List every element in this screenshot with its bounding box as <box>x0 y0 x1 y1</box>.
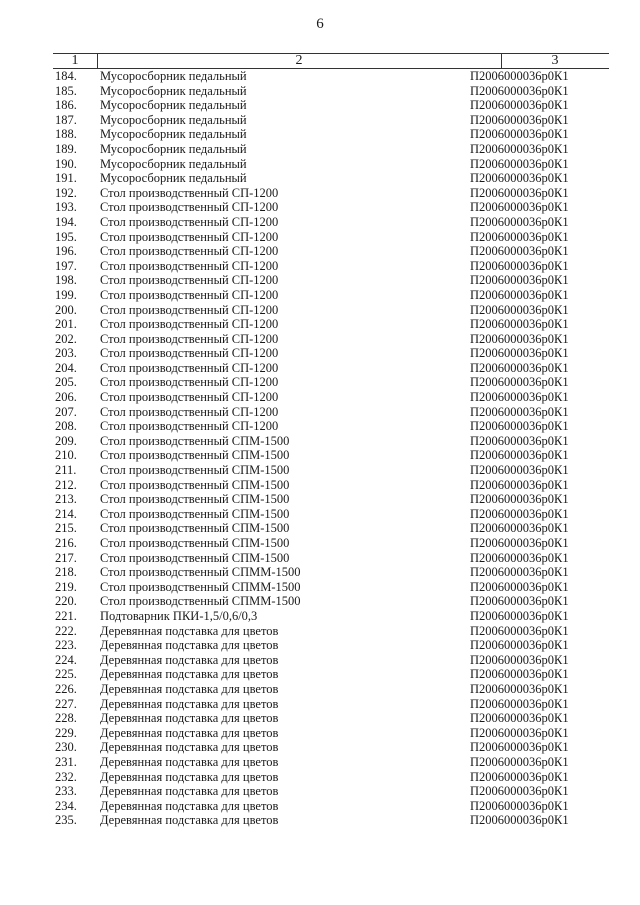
table-row <box>53 361 609 376</box>
row-item-name: Мусоросборник педальный <box>100 156 247 171</box>
table-row <box>53 273 609 288</box>
row-item-name: Деревянная подставка для цветов <box>100 725 279 740</box>
row-item-code: П2006000036р0К1 <box>470 258 569 273</box>
header-col-1: 1 <box>71 53 79 68</box>
row-item-name: Мусоросборник педальный <box>100 83 247 98</box>
table-row <box>53 653 609 668</box>
row-item-code: П2006000036р0К1 <box>470 536 569 550</box>
row-number: 190. <box>55 156 77 171</box>
table-row <box>53 259 609 274</box>
row-item-code: П2006000036р0К1 <box>470 141 569 156</box>
row-number: 198. <box>55 273 77 288</box>
table-row <box>53 215 609 230</box>
row-number: 209. <box>55 433 77 448</box>
row-number: 201. <box>55 317 77 332</box>
row-number: 191. <box>55 171 77 186</box>
row-item-code: П2006000036р0К1 <box>470 229 569 244</box>
row-item-code: П2006000036р0К1 <box>470 375 569 390</box>
row-item-name: Мусоросборник педальный <box>100 112 247 127</box>
row-item-name: Деревянная подставка для цветов <box>100 798 279 813</box>
row-item-name: Стол производственный СПМ-1500 <box>100 521 290 536</box>
row-item-name: Стол производственный СПМ-1500 <box>100 536 290 550</box>
row-number: 228. <box>55 711 77 726</box>
table-row <box>53 171 609 186</box>
header-col-2: 2 <box>295 53 303 68</box>
row-number: 193. <box>55 200 77 215</box>
row-item-code: П2006000036р0К1 <box>470 740 569 755</box>
table-row <box>53 536 609 551</box>
table-row <box>53 507 609 522</box>
table-row <box>53 303 609 318</box>
table-row <box>53 594 609 609</box>
table-row <box>53 69 609 84</box>
table-row <box>53 492 609 507</box>
row-number: 233. <box>55 784 77 799</box>
row-item-name: Стол производственный СПММ-1500 <box>100 579 301 594</box>
row-number: 205. <box>55 375 77 390</box>
row-item-code: П2006000036р0К1 <box>470 317 569 332</box>
row-item-code: П2006000036р0К1 <box>470 69 569 83</box>
row-item-name: Стол производственный СП-1200 <box>100 258 279 273</box>
row-item-name: Деревянная подставка для цветов <box>100 784 279 799</box>
table-row <box>53 419 609 434</box>
table-row <box>53 200 609 215</box>
row-number: 184. <box>55 69 77 83</box>
row-item-code: П2006000036р0К1 <box>470 244 569 259</box>
row-item-code: П2006000036р0К1 <box>470 696 569 711</box>
row-item-code: П2006000036р0К1 <box>470 681 569 696</box>
table-row <box>53 332 609 347</box>
row-item-name: Деревянная подставка для цветов <box>100 667 279 682</box>
row-number: 208. <box>55 419 77 434</box>
table-row <box>53 565 609 580</box>
row-item-name: Стол производственный СП-1200 <box>100 273 279 288</box>
row-number: 227. <box>55 696 77 711</box>
row-item-name: Деревянная подставка для цветов <box>100 740 279 755</box>
row-item-code: П2006000036р0К1 <box>470 433 569 448</box>
row-item-code: П2006000036р0К1 <box>470 419 569 434</box>
row-item-name: Деревянная подставка для цветов <box>100 652 279 667</box>
row-item-code: П2006000036р0К1 <box>470 156 569 171</box>
row-number: 214. <box>55 506 77 521</box>
table-row <box>53 580 609 595</box>
row-item-code: П2006000036р0К1 <box>470 127 569 142</box>
row-item-code: П2006000036р0К1 <box>470 346 569 361</box>
row-item-code: П2006000036р0К1 <box>470 112 569 127</box>
table-row <box>53 609 609 624</box>
row-number: 224. <box>55 652 77 667</box>
row-number: 194. <box>55 214 77 229</box>
row-item-code: П2006000036р0К1 <box>470 608 569 623</box>
row-item-name: Стол производственный СП-1200 <box>100 331 279 346</box>
row-item-name: Стол производственный СП-1200 <box>100 346 279 361</box>
row-item-name: Деревянная подставка для цветов <box>100 681 279 696</box>
row-number: 217. <box>55 550 77 565</box>
row-number: 207. <box>55 404 77 419</box>
row-number: 220. <box>55 594 77 609</box>
row-item-code: П2006000036р0К1 <box>470 711 569 726</box>
row-item-code: П2006000036р0К1 <box>470 463 569 478</box>
table-row <box>53 127 609 142</box>
row-item-name: Стол производственный СП-1200 <box>100 375 279 390</box>
row-item-name: Мусоросборник педальный <box>100 98 247 113</box>
row-item-name: Стол производственный СП-1200 <box>100 214 279 229</box>
row-number: 186. <box>55 98 77 113</box>
table-row <box>53 784 609 799</box>
row-item-code: П2006000036р0К1 <box>470 798 569 813</box>
row-item-code: П2006000036р0К1 <box>470 652 569 667</box>
table-row <box>53 346 609 361</box>
row-number: 213. <box>55 492 77 507</box>
table-row <box>53 434 609 449</box>
table-row <box>53 813 609 828</box>
table-row <box>53 697 609 712</box>
row-item-name: Стол производственный СП-1200 <box>100 419 279 434</box>
row-item-code: П2006000036р0К1 <box>470 287 569 302</box>
table-row <box>53 726 609 741</box>
row-number: 199. <box>55 287 77 302</box>
row-item-code: П2006000036р0К1 <box>470 83 569 98</box>
page-number: 6 <box>316 16 324 32</box>
row-item-name: Деревянная подставка для цветов <box>100 638 279 653</box>
row-item-name: Стол производственный СПМ-1500 <box>100 433 290 448</box>
row-item-name: Стол производственный СП-1200 <box>100 287 279 302</box>
row-number: 203. <box>55 346 77 361</box>
row-item-name: Стол производственный СПММ-1500 <box>100 565 301 580</box>
row-item-code: П2006000036р0К1 <box>470 185 569 200</box>
table-row <box>53 186 609 201</box>
table-row <box>53 157 609 172</box>
table-row <box>53 478 609 493</box>
row-item-name: Мусоросборник педальный <box>100 69 247 83</box>
row-item-name: Стол производственный СП-1200 <box>100 317 279 332</box>
row-item-code: П2006000036р0К1 <box>470 579 569 594</box>
row-item-name: Деревянная подставка для цветов <box>100 623 279 638</box>
table-header <box>53 53 609 69</box>
table-row <box>53 638 609 653</box>
row-item-name: Стол производственный СП-1200 <box>100 390 279 405</box>
table-row <box>53 288 609 303</box>
row-number: 185. <box>55 83 77 98</box>
table-row <box>53 711 609 726</box>
table-row <box>53 142 609 157</box>
row-item-code: П2006000036р0К1 <box>470 273 569 288</box>
row-item-name: Деревянная подставка для цветов <box>100 754 279 769</box>
row-item-code: П2006000036р0К1 <box>470 200 569 215</box>
row-item-name: Деревянная подставка для цветов <box>100 813 279 828</box>
table-row <box>53 770 609 785</box>
row-number: 231. <box>55 754 77 769</box>
row-item-name: Подтоварник ПКИ-1,5/0,6/0,3 <box>100 608 258 623</box>
row-item-name: Стол производственный СПМ-1500 <box>100 506 290 521</box>
row-item-name: Стол производственный СПМ-1500 <box>100 463 290 478</box>
row-item-code: П2006000036р0К1 <box>470 784 569 799</box>
row-number: 219. <box>55 579 77 594</box>
row-number: 195. <box>55 229 77 244</box>
row-item-code: П2006000036р0К1 <box>470 506 569 521</box>
table-row <box>53 113 609 128</box>
row-number: 210. <box>55 448 77 463</box>
row-item-code: П2006000036р0К1 <box>470 565 569 580</box>
row-number: 215. <box>55 521 77 536</box>
row-number: 216. <box>55 536 77 550</box>
table-row <box>53 230 609 245</box>
table-row <box>53 375 609 390</box>
row-number: 211. <box>55 463 77 478</box>
row-item-name: Стол производственный СПМ-1500 <box>100 477 290 492</box>
row-number: 223. <box>55 638 77 653</box>
row-number: 218. <box>55 565 77 580</box>
row-item-name: Стол производственный СПММ-1500 <box>100 594 301 609</box>
table-body <box>53 69 609 828</box>
row-item-code: П2006000036р0К1 <box>470 550 569 565</box>
table-row <box>53 521 609 536</box>
row-item-name: Стол производственный СП-1200 <box>100 229 279 244</box>
row-item-name: Стол производственный СП-1200 <box>100 404 279 419</box>
row-item-code: П2006000036р0К1 <box>470 769 569 784</box>
row-item-code: П2006000036р0К1 <box>470 667 569 682</box>
row-item-name: Мусоросборник педальный <box>100 171 247 186</box>
row-number: 200. <box>55 302 77 317</box>
row-number: 206. <box>55 390 77 405</box>
row-item-name: Стол производственный СПМ-1500 <box>100 448 290 463</box>
row-item-name: Стол производственный СПМ-1500 <box>100 550 290 565</box>
table-row <box>53 405 609 420</box>
header-col-3: 3 <box>551 53 559 68</box>
row-item-code: П2006000036р0К1 <box>470 360 569 375</box>
inventory-table <box>53 53 609 828</box>
row-number: 221. <box>55 608 77 623</box>
row-item-name: Стол производственный СПМ-1500 <box>100 492 290 507</box>
row-number: 187. <box>55 112 77 127</box>
row-number: 230. <box>55 740 77 755</box>
row-item-code: П2006000036р0К1 <box>470 623 569 638</box>
row-item-name: Деревянная подставка для цветов <box>100 696 279 711</box>
table-row <box>53 667 609 682</box>
row-number: 234. <box>55 798 77 813</box>
row-item-code: П2006000036р0К1 <box>470 214 569 229</box>
row-item-code: П2006000036р0К1 <box>470 492 569 507</box>
row-item-code: П2006000036р0К1 <box>470 754 569 769</box>
table-row <box>53 551 609 566</box>
row-item-code: П2006000036р0К1 <box>470 448 569 463</box>
table-row <box>53 799 609 814</box>
row-item-name: Стол производственный СП-1200 <box>100 360 279 375</box>
row-number: 232. <box>55 769 77 784</box>
table-row <box>53 244 609 259</box>
table-row <box>53 624 609 639</box>
table-row <box>53 84 609 99</box>
row-item-name: Стол производственный СП-1200 <box>100 302 279 317</box>
row-number: 212. <box>55 477 77 492</box>
row-number: 225. <box>55 667 77 682</box>
row-number: 226. <box>55 681 77 696</box>
row-item-code: П2006000036р0К1 <box>470 813 569 828</box>
row-item-name: Деревянная подставка для цветов <box>100 769 279 784</box>
row-item-code: П2006000036р0К1 <box>470 331 569 346</box>
row-item-code: П2006000036р0К1 <box>470 594 569 609</box>
table-row <box>53 682 609 697</box>
row-item-name: Стол производственный СП-1200 <box>100 200 279 215</box>
row-item-code: П2006000036р0К1 <box>470 725 569 740</box>
row-item-code: П2006000036р0К1 <box>470 638 569 653</box>
row-number: 197. <box>55 258 77 273</box>
row-item-code: П2006000036р0К1 <box>470 404 569 419</box>
table-row <box>53 740 609 755</box>
row-item-name: Стол производственный СП-1200 <box>100 244 279 259</box>
row-item-name: Стол производственный СП-1200 <box>100 185 279 200</box>
row-number: 222. <box>55 623 77 638</box>
row-item-name: Мусоросборник педальный <box>100 127 247 142</box>
row-number: 188. <box>55 127 77 142</box>
row-number: 192. <box>55 185 77 200</box>
row-number: 229. <box>55 725 77 740</box>
row-number: 196. <box>55 244 77 259</box>
table-row <box>53 448 609 463</box>
row-number: 189. <box>55 141 77 156</box>
row-item-name: Мусоросборник педальный <box>100 141 247 156</box>
table-row <box>53 98 609 113</box>
table-row <box>53 390 609 405</box>
row-item-code: П2006000036р0К1 <box>470 521 569 536</box>
row-item-code: П2006000036р0К1 <box>470 171 569 186</box>
row-number: 204. <box>55 360 77 375</box>
table-row <box>53 317 609 332</box>
row-item-code: П2006000036р0К1 <box>470 98 569 113</box>
row-item-code: П2006000036р0К1 <box>470 477 569 492</box>
row-number: 202. <box>55 331 77 346</box>
table-row <box>53 463 609 478</box>
row-item-name: Деревянная подставка для цветов <box>100 711 279 726</box>
table-row <box>53 755 609 770</box>
row-number: 235. <box>55 813 77 828</box>
row-item-code: П2006000036р0К1 <box>470 302 569 317</box>
row-item-code: П2006000036р0К1 <box>470 390 569 405</box>
